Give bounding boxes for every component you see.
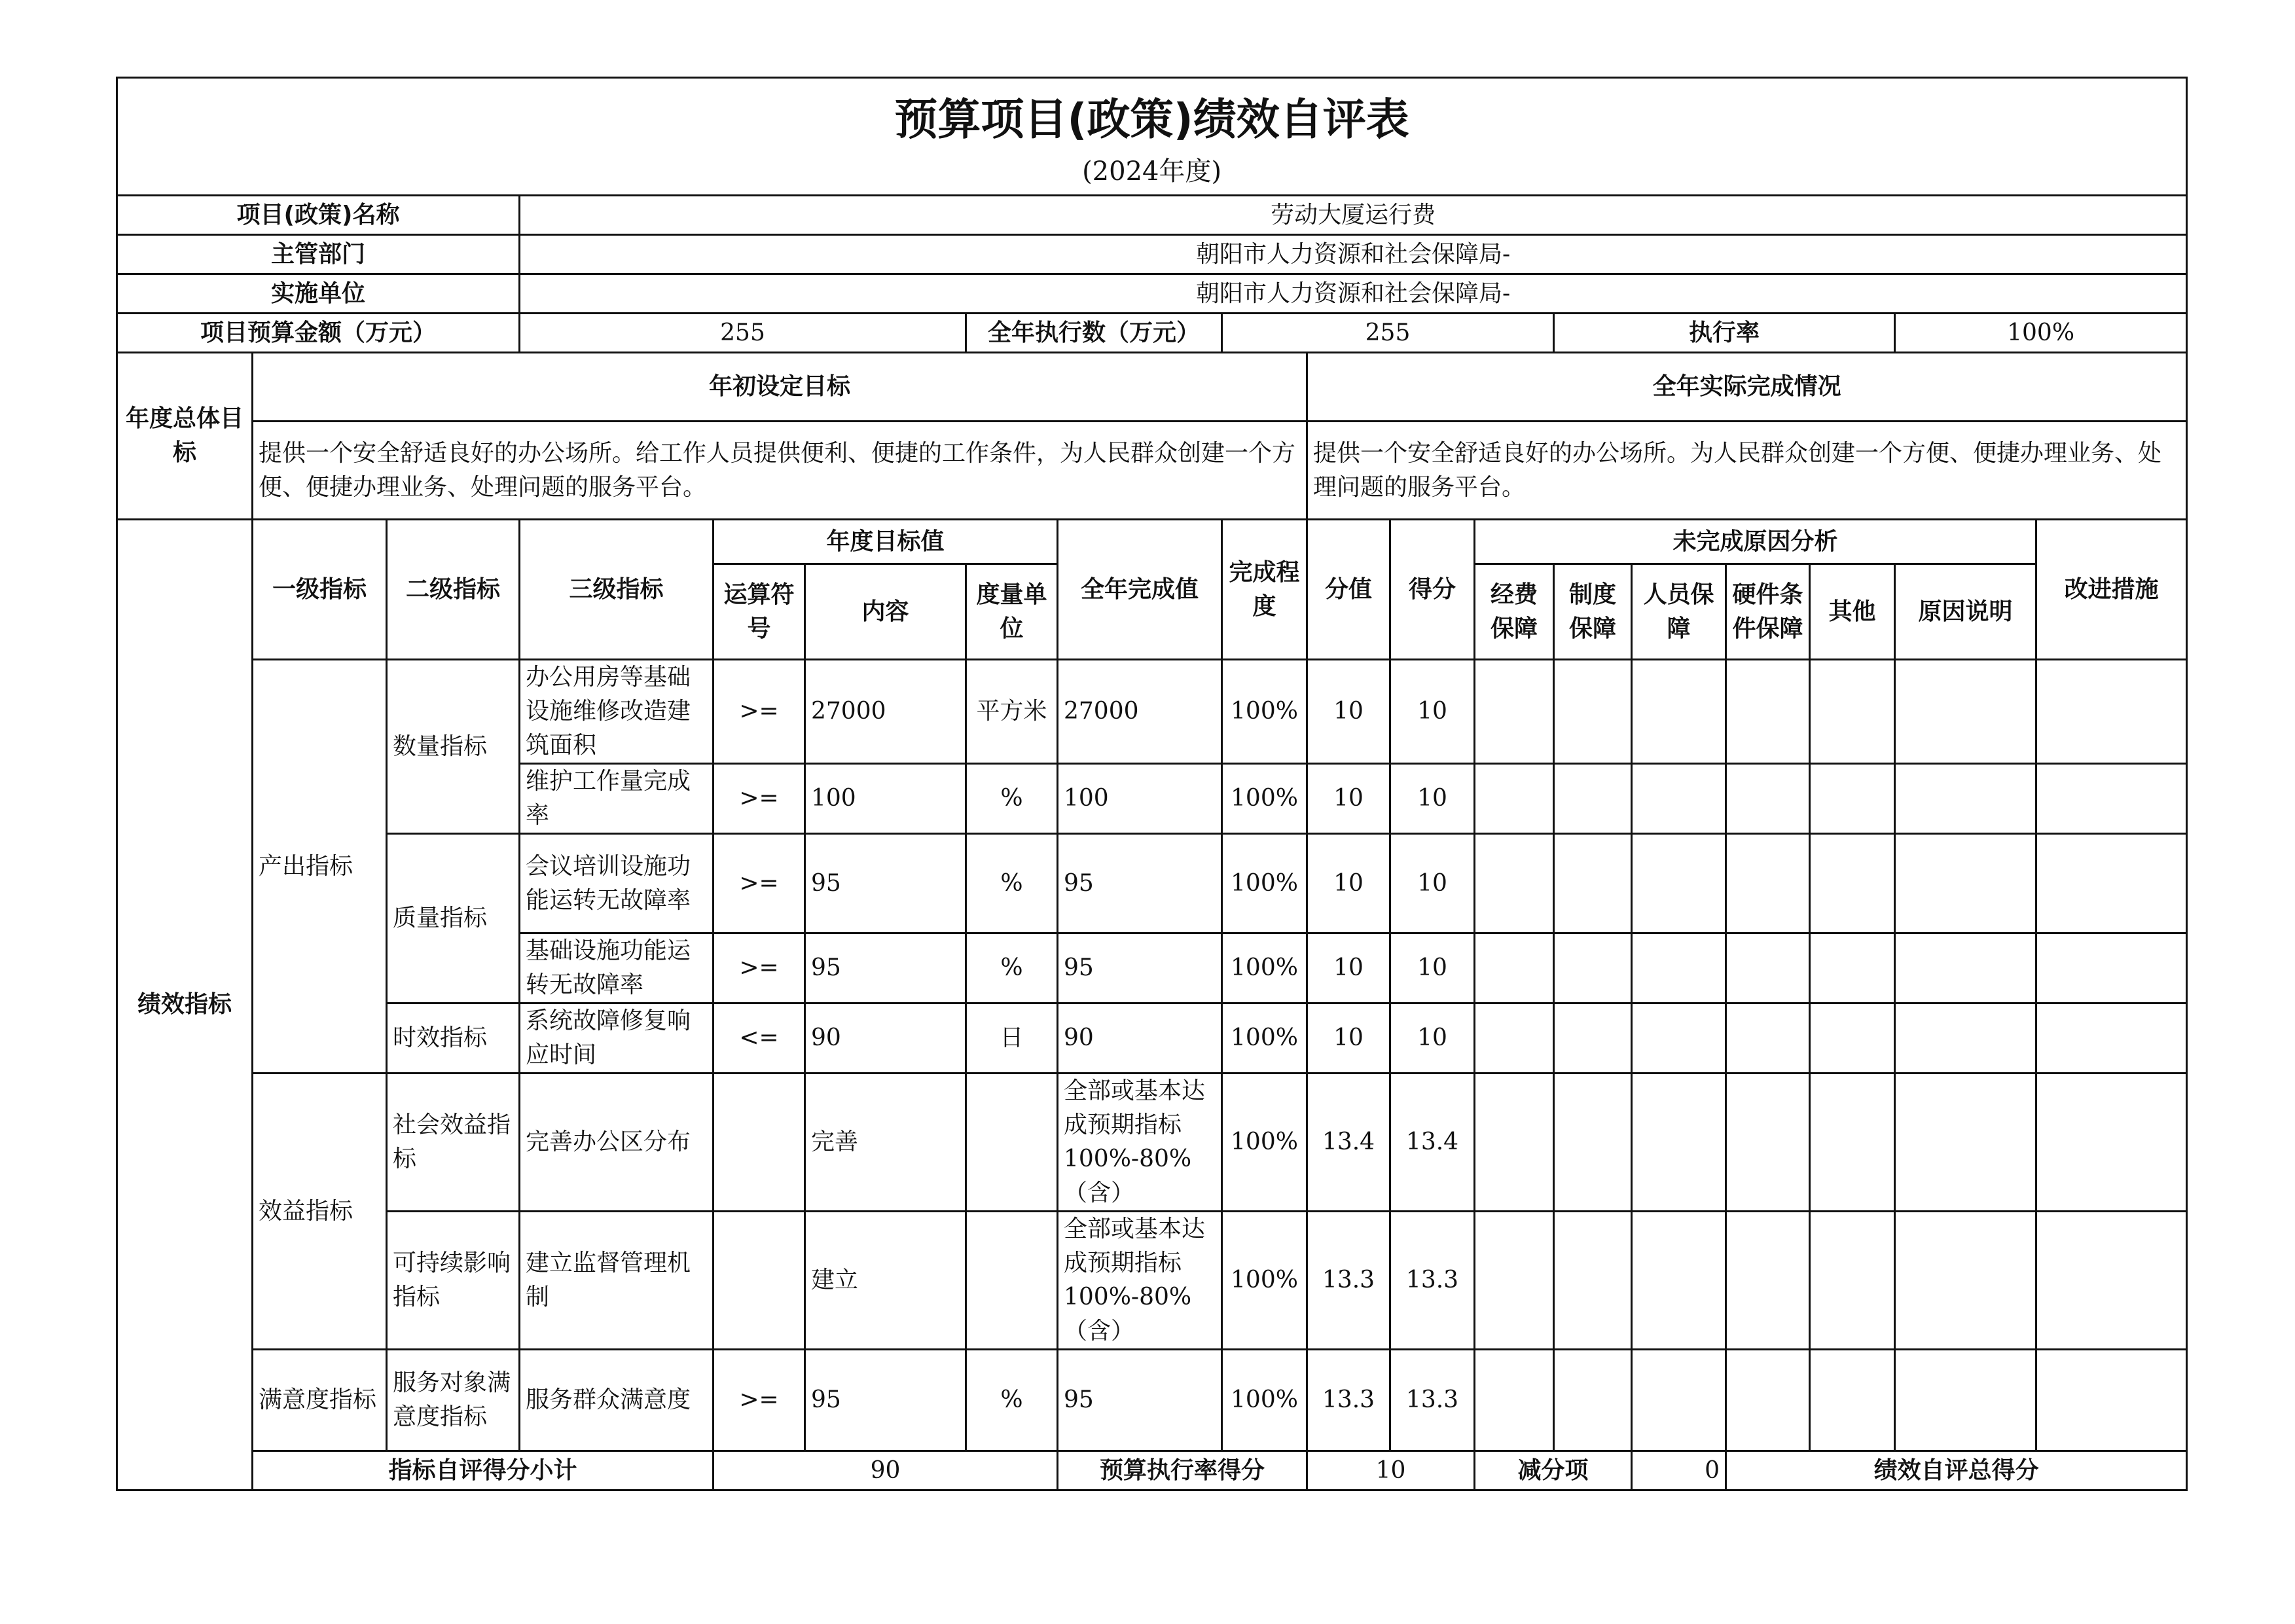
- subtotal-value: 90: [714, 1451, 1058, 1490]
- project-name-value: 劳动大厦运行费: [520, 196, 2187, 235]
- budget-amount-value: 255: [520, 314, 966, 353]
- got-cell: 10: [1390, 1003, 1475, 1074]
- content-cell: 100: [805, 764, 966, 834]
- group-satisfaction: 满意度指标: [253, 1350, 387, 1451]
- degree-cell: 100%: [1222, 1212, 1307, 1350]
- operator-cell: >=: [714, 660, 805, 764]
- department-value: 朝阳市人力资源和社会保障局-: [520, 235, 2187, 274]
- table-row: [117, 834, 2187, 933]
- header-reason-funding: 经费保障: [1475, 564, 1554, 660]
- header-level2: 二级指标: [387, 520, 520, 660]
- actual-completion-text: 提供一个安全舒适良好的办公场所。为人民群众创建一个方便、便捷办理业务、处理问题的服务平台。: [1307, 422, 2187, 520]
- got-cell: 10: [1390, 834, 1475, 933]
- header-reason-group: 未完成原因分析: [1475, 520, 2036, 564]
- score-cell: 10: [1307, 764, 1390, 834]
- level3-cell: 服务群众满意度: [520, 1350, 714, 1451]
- header-level1: 一级指标: [253, 520, 387, 660]
- evaluation-table: [116, 77, 2188, 1491]
- level3-cell: 建立监督管理机制: [520, 1212, 714, 1350]
- page-title: 预算项目(政策)绩效自评表: [894, 94, 1409, 145]
- operator-cell: >=: [714, 764, 805, 834]
- operator-cell: >=: [714, 933, 805, 1003]
- unit-cell: %: [966, 1350, 1058, 1451]
- got-cell: 13.3: [1390, 1350, 1475, 1451]
- title-cell: [117, 78, 2187, 196]
- execution-rate-value: 100%: [1895, 314, 2187, 353]
- actual-cell: 100: [1058, 764, 1222, 834]
- header-reason-hardware: 硬件条件保障: [1726, 564, 1810, 660]
- score-cell: 10: [1307, 660, 1390, 764]
- table-row: [117, 660, 2187, 764]
- header-score: 分值: [1307, 520, 1390, 660]
- got-cell: 10: [1390, 933, 1475, 1003]
- score-cell: 13.4: [1307, 1074, 1390, 1212]
- operator-cell: >=: [714, 834, 805, 933]
- execution-amount-label: 全年执行数（万元）: [966, 314, 1222, 353]
- got-cell: 10: [1390, 764, 1475, 834]
- actual-cell: 全部或基本达成预期指标100%-80%（含）: [1058, 1074, 1222, 1212]
- score-cell: 10: [1307, 933, 1390, 1003]
- operator-cell: <=: [714, 1003, 805, 1074]
- header-improve: 改进措施: [2036, 520, 2187, 660]
- initial-goal-header: 年初设定目标: [253, 353, 1307, 422]
- group-quantity: 数量指标: [387, 660, 520, 834]
- content-cell: 95: [805, 834, 966, 933]
- score-cell: 10: [1307, 834, 1390, 933]
- content-cell: 27000: [805, 660, 966, 764]
- header-got: 得分: [1390, 520, 1475, 660]
- unit-cell: %: [966, 834, 1058, 933]
- annual-goal-label: 年度总体目标: [117, 353, 253, 520]
- score-cell: 13.3: [1307, 1350, 1390, 1451]
- execution-amount-value: 255: [1222, 314, 1554, 353]
- score-cell: 13.3: [1307, 1212, 1390, 1350]
- table-row: [117, 1212, 2187, 1350]
- got-cell: 10: [1390, 660, 1475, 764]
- header-content: 内容: [805, 564, 966, 660]
- header-reason-system: 制度保障: [1554, 564, 1632, 660]
- execution-rate-label: 执行率: [1554, 314, 1895, 353]
- content-cell: 95: [805, 1350, 966, 1451]
- implementing-unit-label: 实施单位: [117, 274, 520, 314]
- operator-cell: [714, 1212, 805, 1350]
- level3-cell: 基础设施功能运转无故障率: [520, 933, 714, 1003]
- unit-cell: 日: [966, 1003, 1058, 1074]
- level3-cell: 系统故障修复响应时间: [520, 1003, 714, 1074]
- actual-cell: 95: [1058, 933, 1222, 1003]
- score-cell: 10: [1307, 1003, 1390, 1074]
- budget-rate-score-label: 预算执行率得分: [1058, 1451, 1307, 1490]
- budget-amount-label: 项目预算金额（万元）: [117, 314, 520, 353]
- actual-cell: 27000: [1058, 660, 1222, 764]
- header-level3: 三级指标: [520, 520, 714, 660]
- header-operator: 运算符号: [714, 564, 805, 660]
- degree-cell: 100%: [1222, 764, 1307, 834]
- actual-completion-header: 全年实际完成情况: [1307, 353, 2187, 422]
- degree-cell: 100%: [1222, 834, 1307, 933]
- project-name-label: 项目(政策)名称: [117, 196, 520, 235]
- year-label: (2024年度): [1082, 156, 1222, 187]
- degree-cell: 100%: [1222, 1074, 1307, 1212]
- deduction-value: 0: [1632, 1451, 1726, 1490]
- level3-cell: 办公用房等基础设施维修改造建筑面积: [520, 660, 714, 764]
- degree-cell: 100%: [1222, 933, 1307, 1003]
- table-row: [117, 1003, 2187, 1074]
- group-output: 产出指标: [253, 660, 387, 1074]
- degree-cell: 100%: [1222, 660, 1307, 764]
- header-unit: 度量单位: [966, 564, 1058, 660]
- actual-cell: 90: [1058, 1003, 1222, 1074]
- header-reason-other: 其他: [1810, 564, 1895, 660]
- department-label: 主管部门: [117, 235, 520, 274]
- group-service: 服务对象满意度指标: [387, 1350, 520, 1451]
- level3-cell: 会议培训设施功能运转无故障率: [520, 834, 714, 933]
- unit-cell: 平方米: [966, 660, 1058, 764]
- group-sustain: 可持续影响指标: [387, 1212, 520, 1350]
- level3-cell: 完善办公区分布: [520, 1074, 714, 1212]
- header-target-group: 年度目标值: [714, 520, 1058, 564]
- content-cell: 90: [805, 1003, 966, 1074]
- unit-cell: %: [966, 764, 1058, 834]
- deduction-label: 减分项: [1475, 1451, 1632, 1490]
- content-cell: 95: [805, 933, 966, 1003]
- header-reason-note: 原因说明: [1895, 564, 2036, 660]
- degree-cell: 100%: [1222, 1350, 1307, 1451]
- content-cell: 完善: [805, 1074, 966, 1212]
- level3-cell: 维护工作量完成率: [520, 764, 714, 834]
- performance-indicator-label: 绩效指标: [117, 520, 253, 1490]
- total-score-label: 绩效自评总得分: [1726, 1451, 2187, 1490]
- implementing-unit-value: 朝阳市人力资源和社会保障局-: [520, 274, 2187, 314]
- operator-cell: >=: [714, 1350, 805, 1451]
- got-cell: 13.3: [1390, 1212, 1475, 1350]
- evaluation-sheet: [116, 77, 2186, 1484]
- unit-cell: [966, 1212, 1058, 1350]
- header-reason-staff: 人员保障: [1632, 564, 1726, 660]
- initial-goal-text: 提供一个安全舒适良好的办公场所。给工作人员提供便利、便捷的工作条件，为人民群众创建一个方便、便捷办理业务、处理问题的服务平台。: [253, 422, 1307, 520]
- actual-cell: 全部或基本达成预期指标100%-80%（含）: [1058, 1212, 1222, 1350]
- header-degree: 完成程度: [1222, 520, 1307, 660]
- header-actual: 全年完成值: [1058, 520, 1222, 660]
- group-timeliness: 时效指标: [387, 1003, 520, 1074]
- table-row: [117, 1074, 2187, 1212]
- got-cell: 13.4: [1390, 1074, 1475, 1212]
- content-cell: 建立: [805, 1212, 966, 1350]
- group-social: 社会效益指标: [387, 1074, 520, 1212]
- group-benefit: 效益指标: [253, 1074, 387, 1350]
- actual-cell: 95: [1058, 834, 1222, 933]
- table-row: [117, 1350, 2187, 1451]
- operator-cell: [714, 1074, 805, 1212]
- subtotal-label: 指标自评得分小计: [253, 1451, 714, 1490]
- unit-cell: %: [966, 933, 1058, 1003]
- unit-cell: [966, 1074, 1058, 1212]
- group-quality: 质量指标: [387, 834, 520, 1003]
- degree-cell: 100%: [1222, 1003, 1307, 1074]
- actual-cell: 95: [1058, 1350, 1222, 1451]
- budget-rate-score-value: 10: [1307, 1451, 1475, 1490]
